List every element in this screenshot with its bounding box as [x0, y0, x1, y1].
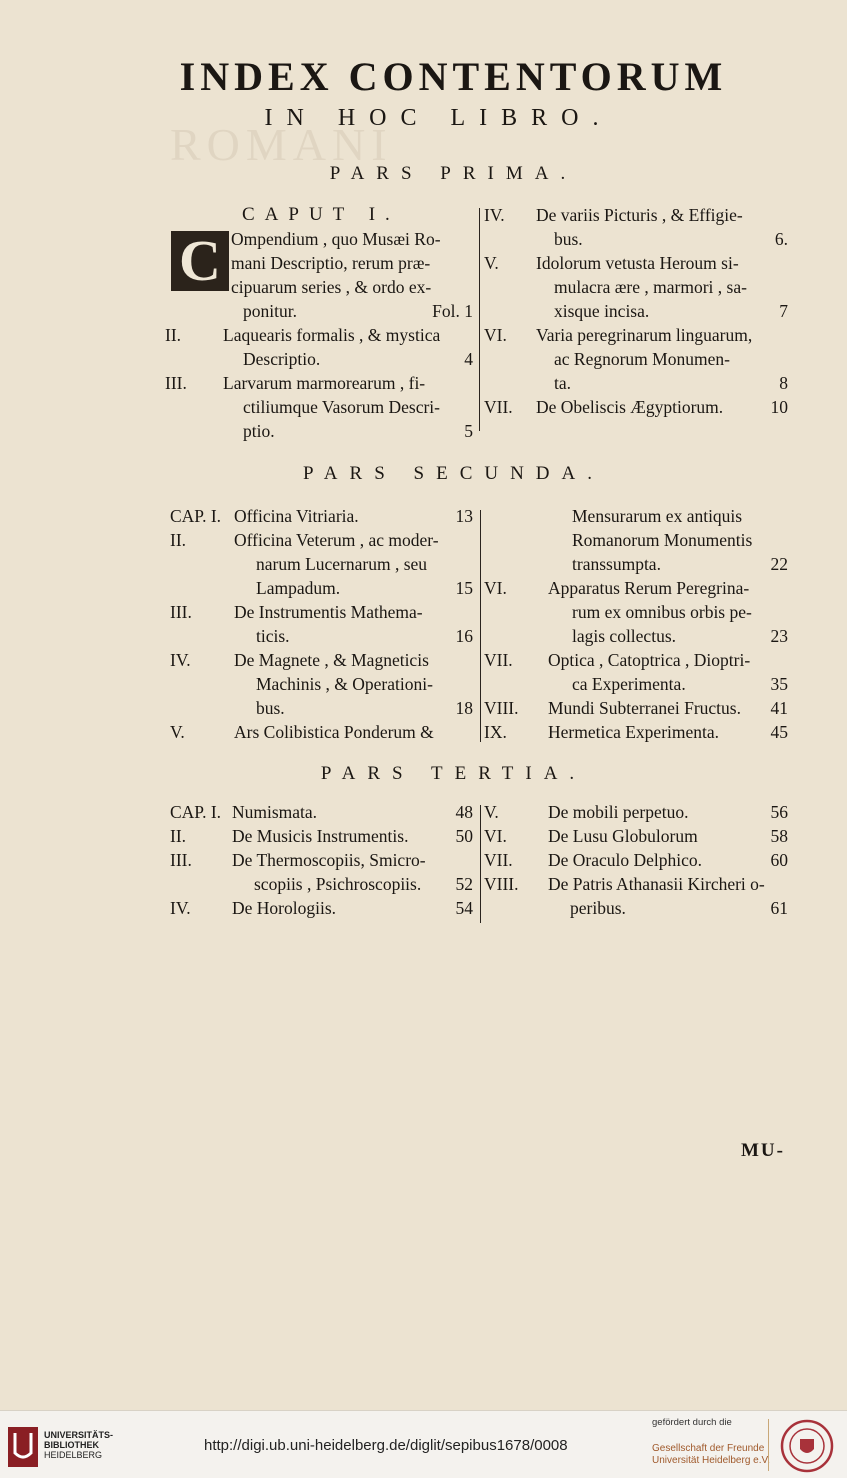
society-name: Gesellschaft der Freunde Universität Heidelberg e.V. [652, 1443, 771, 1466]
chapter-number: II. [170, 530, 187, 550]
decorated-initial: C [171, 231, 229, 291]
chapter-number: CAP. I. [170, 506, 222, 526]
entry-title: Officina Veterum , ac moder- [234, 530, 439, 550]
entry-title: Apparatus Rerum Peregrina- [548, 578, 750, 598]
entry-title: Optica , Catoptrica , Dioptri- [548, 650, 751, 670]
page-number: 52 [455, 874, 473, 894]
chapter-number: II. [165, 325, 182, 345]
entry-title: Machinis , & Operationi- [256, 674, 433, 694]
chapter-number: VI. [484, 325, 507, 345]
page-number: 61 [770, 898, 788, 918]
chapter-number: IV. [170, 898, 191, 918]
page-subtitle: IN HOC LIBRO. [264, 105, 613, 131]
entry-title: narum Lucernarum , seu [256, 554, 428, 574]
permalink[interactable]: http://digi.ub.uni-heidelberg.de/diglit/sepibus1678/0008 [204, 1437, 568, 1454]
column-divider [480, 805, 481, 923]
chapter-number: II. [170, 826, 187, 846]
viewer-footer [0, 1410, 847, 1478]
entry-title: cipuarum series , & ordo ex- [231, 277, 432, 297]
page-number: 4 [464, 349, 473, 369]
page-number: 6. [774, 229, 788, 249]
page-number: 56 [770, 802, 788, 822]
entry-title: ptio. [243, 421, 275, 441]
chapter-number: VII. [484, 850, 513, 870]
entry-title: Numismata. [232, 802, 318, 822]
page-number: 45 [770, 722, 788, 742]
part3-heading: PARS TERTIA. [320, 763, 587, 784]
entry-title: De Lusu Globulorum [548, 826, 698, 846]
entry-title: De Obeliscis Ægyptiorum. [536, 397, 724, 417]
entry-title: Lampadum. [256, 578, 341, 598]
entry-title: Varia peregrinarum linguarum, [536, 325, 753, 345]
entry-title: De Horologiis. [232, 898, 337, 918]
page-number: 16 [455, 626, 473, 646]
entry-title: Ompendium , quo Musæi Ro- [231, 229, 441, 249]
entry-title: De Patris Athanasii Kircheri o- [548, 874, 765, 894]
entry-title: De Musicis Instrumentis. [232, 826, 409, 846]
entry-title: mani Descriptio, rerum præ- [231, 253, 431, 273]
page-number: 5 [464, 421, 473, 441]
entry-title: lagis collectus. [572, 626, 677, 646]
chapter-number: III. [165, 373, 187, 393]
entry-title: ticis. [256, 626, 290, 646]
chapter-number: IV. [170, 650, 191, 670]
page-number: 8 [779, 373, 788, 393]
page-number: 18 [455, 698, 473, 718]
chapter-number: IX. [484, 722, 507, 742]
chapter-number: CAP. I. [170, 802, 222, 822]
university-seal-icon [780, 1419, 834, 1473]
column-divider [480, 510, 481, 742]
page-number: 35 [770, 674, 788, 694]
chapter-number: VII. [484, 650, 513, 670]
entry-title: mulacra ære , marmori , sa- [554, 277, 747, 297]
chapter-number: III. [170, 850, 192, 870]
entry-title: De Magnete , & Magneticis [234, 650, 429, 670]
part1-heading: PARS PRIMA. [329, 163, 578, 184]
chapter-number: V. [484, 253, 499, 273]
chapter-number: VI. [484, 826, 507, 846]
page-number: 22 [770, 554, 788, 574]
entry-title: Mundi Subterranei Fructus. [548, 698, 741, 718]
entry-title: ta. [554, 373, 572, 393]
part2-heading: PARS SECUNDA. [302, 463, 604, 484]
entry-title: Romanorum Monumentis [572, 530, 753, 550]
entry-title: peribus. [570, 898, 626, 918]
page-number: 23 [770, 626, 788, 646]
chapter-number: VIII. [484, 874, 519, 894]
entry-title: bus. [256, 698, 285, 718]
column-divider [479, 208, 480, 431]
page-number: 15 [455, 578, 473, 598]
page-title: INDEX CONTENTORUM [179, 54, 728, 99]
page-number: 41 [770, 698, 788, 718]
page-number: 54 [455, 898, 473, 918]
page-number: 58 [770, 826, 788, 846]
chapter-number: V. [170, 722, 185, 742]
entry-title: ca Experimenta. [572, 674, 686, 694]
entry-title: ctiliumque Vasorum Descri- [243, 397, 440, 417]
entry-title: bus. [554, 229, 583, 249]
library-name: UNIVERSITÄTS- BIBLIOTHEK HEIDELBERG [44, 1430, 114, 1460]
entry-title: Descriptio. [243, 349, 321, 369]
library-logo-icon [8, 1427, 38, 1467]
entry-title: De variis Picturis , & Effigie- [536, 205, 743, 225]
page-number: 7 [779, 301, 788, 321]
chapter-number: VII. [484, 397, 513, 417]
chapter-number: III. [170, 602, 192, 622]
entry-title: Laquearis formalis , & mystica [223, 325, 441, 345]
funding-note: gefördert durch die [652, 1417, 732, 1428]
footer-divider [768, 1419, 769, 1471]
chapter-number: IV. [484, 205, 505, 225]
page-number: 13 [455, 506, 473, 526]
entry-title: Mensurarum ex antiquis [572, 506, 743, 526]
entry-title: De mobili perpetuo. [548, 802, 689, 822]
entry-title: ac Regnorum Monumen- [554, 349, 730, 369]
entry-title: xisque incisa. [554, 301, 650, 321]
entry-title: Ars Colibistica Ponderum & [234, 722, 434, 742]
chapter-number: VI. [484, 578, 507, 598]
catchword: MU- [741, 1140, 785, 1161]
page-number: 50 [455, 826, 473, 846]
entry-title: scopiis , Psichroscopiis. [254, 874, 422, 894]
chapter-number: VIII. [484, 698, 519, 718]
entry-title: De Oraculo Delphico. [548, 850, 703, 870]
entry-title: Officina Vitriaria. [234, 506, 359, 526]
page-number: Fol. 1 [432, 301, 473, 321]
page-number: 60 [770, 850, 788, 870]
show-through-text: ROMANI [170, 119, 393, 170]
page-number: 10 [770, 397, 788, 417]
chapter-number: V. [484, 802, 499, 822]
entry-title: Hermetica Experimenta. [548, 722, 720, 742]
entry-title: De Instrumentis Mathema- [234, 602, 423, 622]
entry-title: rum ex omnibus orbis pe- [572, 602, 752, 622]
entry-title: transsumpta. [572, 554, 661, 574]
entry-title: ponitur. [243, 301, 297, 321]
caput-heading: CAPUT I. [242, 204, 400, 225]
entry-title: Idolorum vetusta Heroum si- [536, 253, 739, 273]
entry-title: Larvarum marmorearum , fi- [223, 373, 426, 393]
entry-title: De Thermoscopiis, Smicro- [232, 850, 426, 870]
page-number: 48 [455, 802, 473, 822]
